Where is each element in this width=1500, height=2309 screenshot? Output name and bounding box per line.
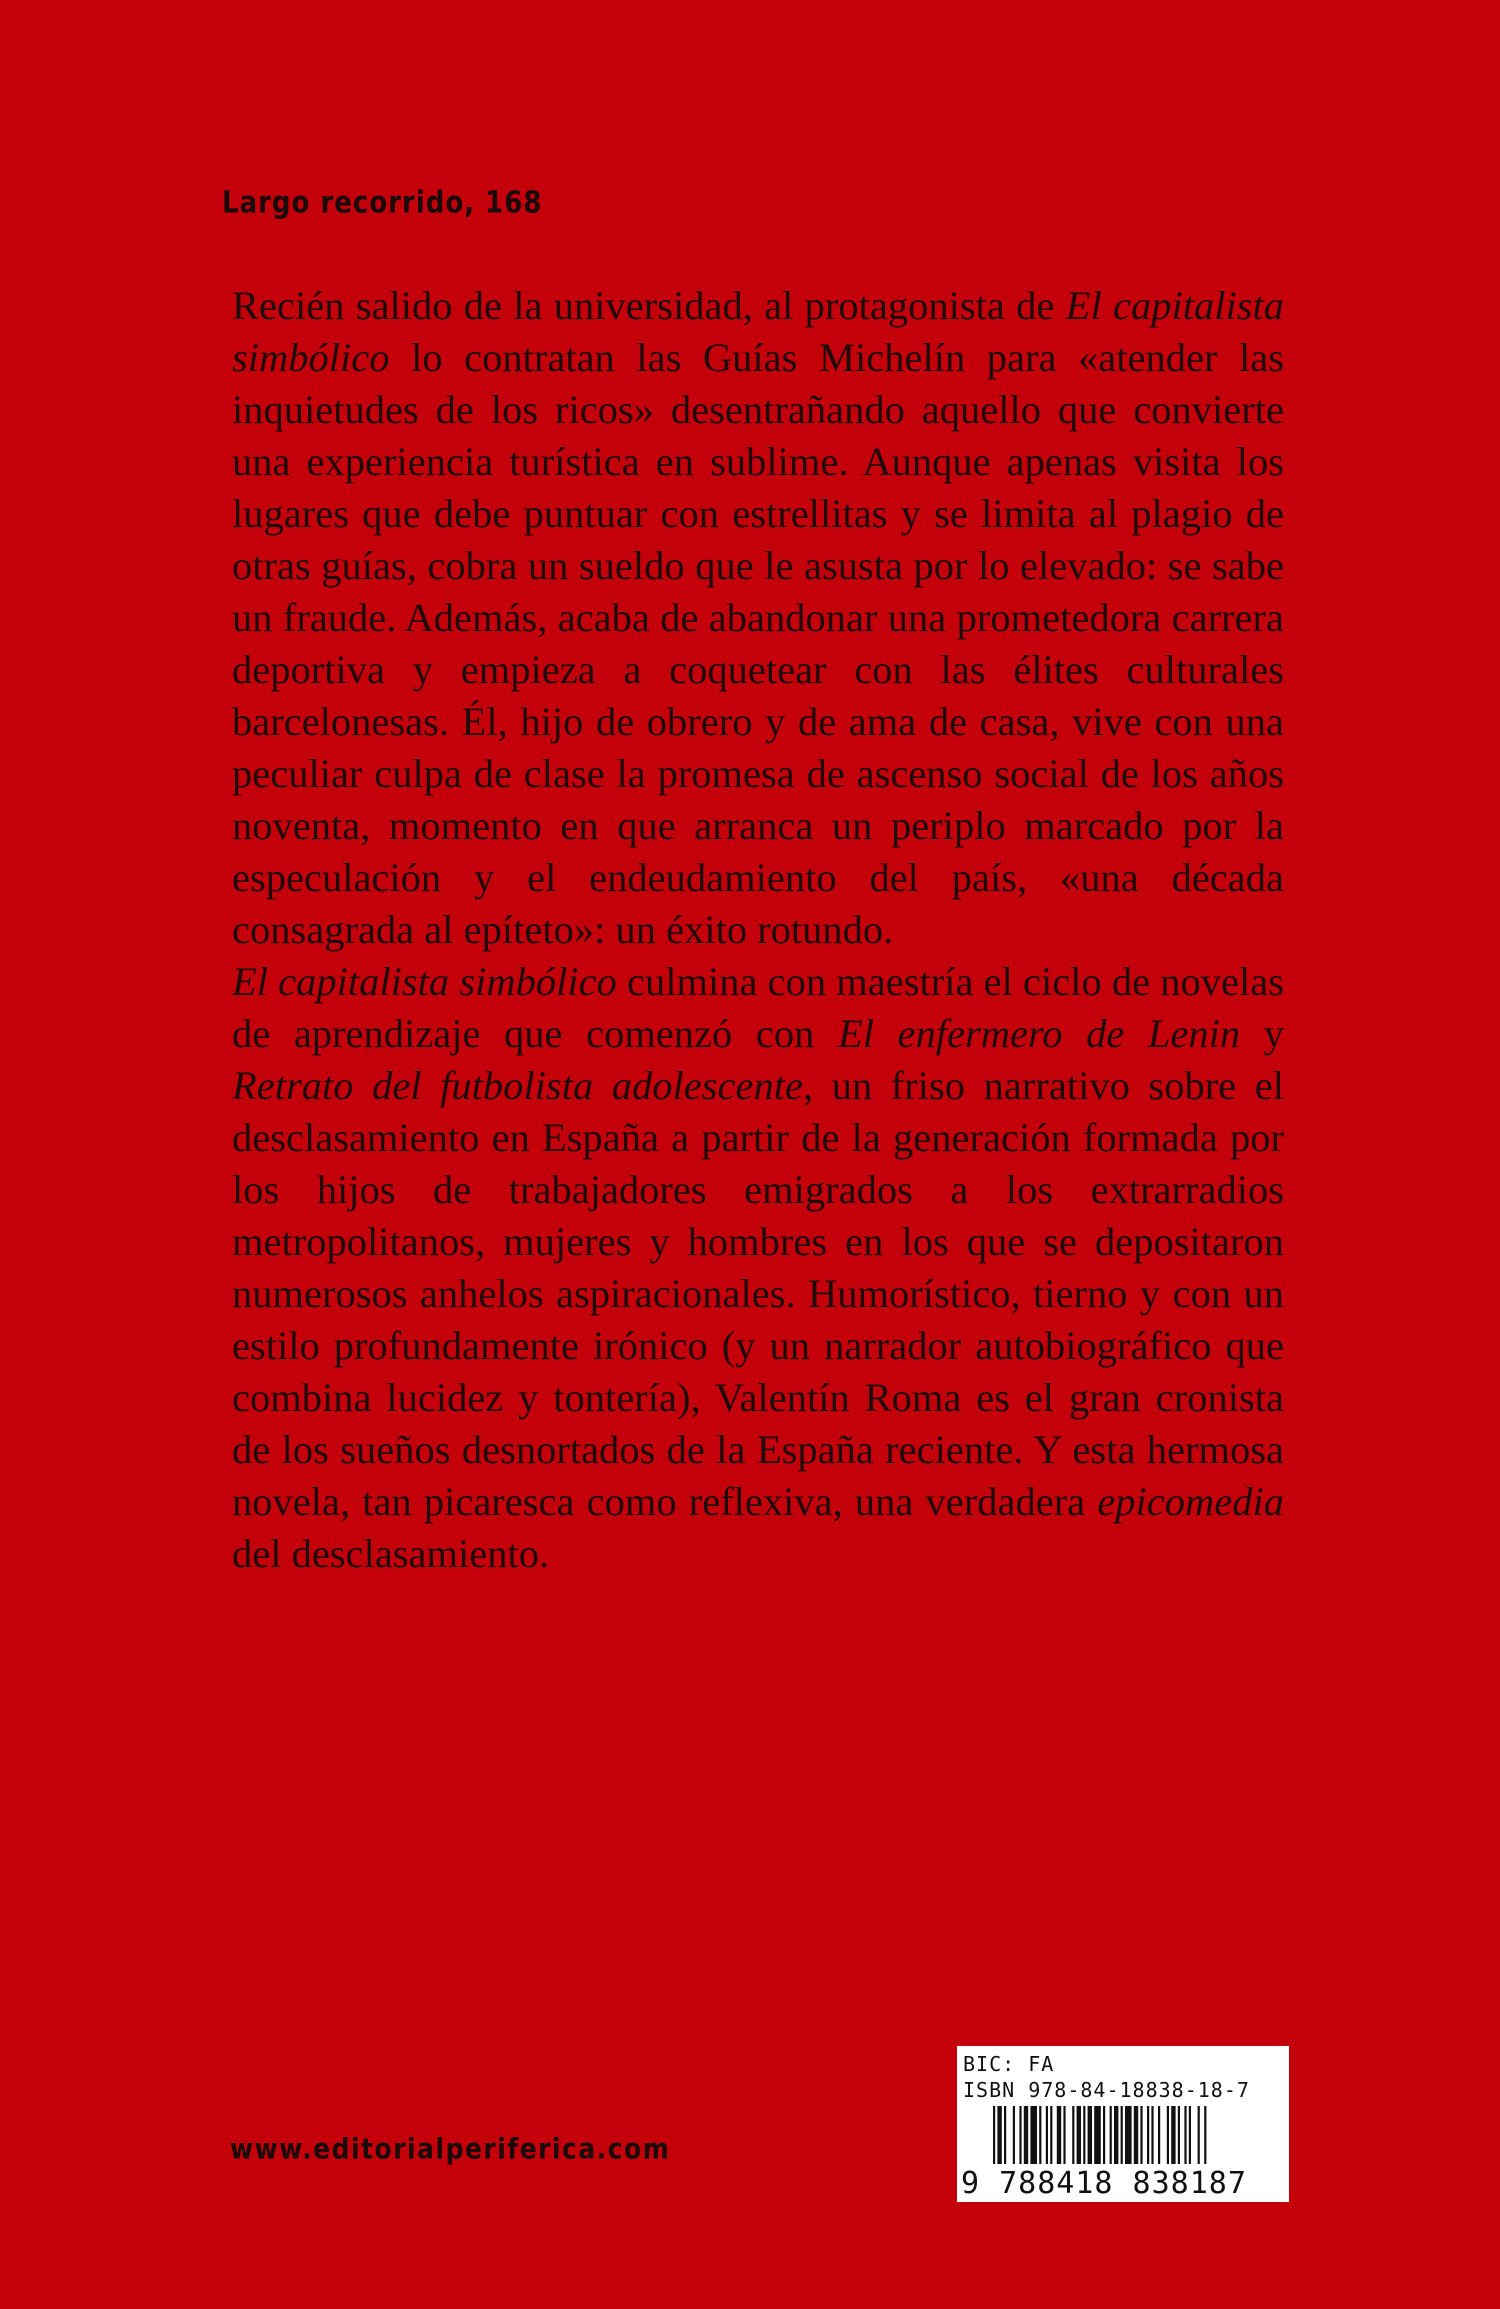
- text-run: lo contratan las Guías Michelín para «atender las inquietudes de los ricos» desentrañando aquello que convierte una experiencia turística en sublime. Aunque apenas visita los lugares que debe puntuar con estrellitas y se limita al plagio de otras guías, cobra un sueldo que le asusta por lo elevado: se sabe un fraude. Además, acaba de abandonar una prometedora carrera deportiva y empieza a coquetear con las élites culturales barcelonesas. Él, hijo de obrero y de ama de casa, vive con una peculiar culpa de clase la promesa de ascenso social de los años noventa, momento en que arranca un periplo marcado por la especulación y el endeudamiento del país, «una década consagrada al epíteto»: un éxito rotundo.: [232, 335, 1284, 952]
- italic-title-run: El capitalista simbólico: [232, 959, 617, 1004]
- italic-title-run: El enfermero de Lenin: [837, 1011, 1241, 1056]
- text-run: culmina con maestría el ciclo de novelas de aprendizaje que comenzó con: [232, 959, 1284, 1056]
- bic-code: BIC: FA: [963, 2052, 1055, 2076]
- back-cover-blurb: [232, 280, 1284, 1580]
- text-run: del desclasamiento.: [232, 1531, 550, 1576]
- italic-title-run: epicomedia: [1097, 1479, 1284, 1524]
- barcode-digits: 9 788418 838187: [961, 2166, 1247, 2201]
- italic-title-run: El capitalista simbólico: [232, 283, 1284, 380]
- blurb-paragraph-2: [232, 956, 1284, 1580]
- isbn-barcode-label: [957, 2046, 1289, 2202]
- publisher-website: www.editorialperiferica.com: [230, 2132, 671, 2166]
- text-run: Recién salido de la universidad, al protagonista de: [232, 283, 1066, 328]
- text-run: y: [1240, 1011, 1284, 1056]
- isbn-number: ISBN 978-84-18838-18-7: [963, 2078, 1250, 2102]
- barcode-bars: [957, 2104, 1289, 2166]
- series-label: Largo recorrido, 168: [222, 186, 543, 221]
- italic-title-run: Retrato del futbolista adolescente: [232, 1063, 803, 1108]
- blurb-paragraph-1: [232, 280, 1284, 956]
- text-run: , un friso narrativo sobre el desclasamiento en España a partir de la generación formada por los hijos de trabajadores emigrados a los extrarradios metropolitanos, mujeres y hombres en los que se depositaron numerosos anhelos aspiracionales. Humorístico, tierno y con un estilo profundamente irónico (y un narrador autobiográfico que combina lucidez y tontería), Valentín Roma es el gran cronista de los sueños desnortados de la España reciente. Y esta hermosa novela, tan picaresca como reflexiva, una verdadera: [232, 1063, 1284, 1524]
